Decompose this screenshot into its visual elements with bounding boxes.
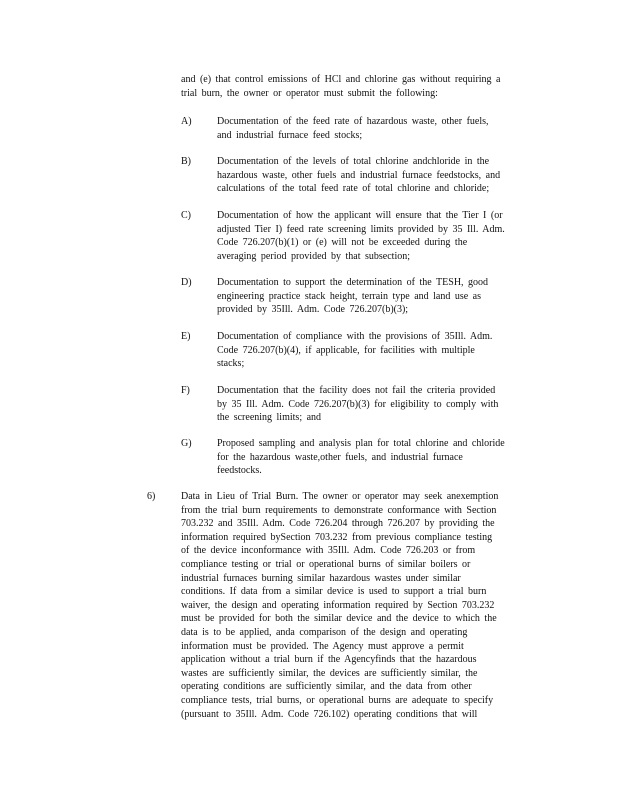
text-line: Code 726.207(b)(1) or (e) will not be exceeded during the bbox=[217, 237, 468, 249]
text-line: compliance tests, trial burns, or operational burns are adequate to specify bbox=[181, 694, 494, 706]
text-line: Documentation of the levels of total chlorine andchloride in the bbox=[217, 156, 490, 167]
list-letter: C) bbox=[181, 210, 191, 221]
text-line: (pursuant to 35Ill. Adm. Code 726.102) operating conditions that will bbox=[181, 708, 478, 720]
list-letter: F) bbox=[181, 385, 190, 396]
text-line: Documentation of how the applicant will ensure that the Tier I (or bbox=[217, 210, 503, 221]
list-letter: G) bbox=[181, 438, 192, 449]
text-line: must be provided for both the similar device and the device to which the bbox=[181, 613, 497, 625]
paragraph-number: 6) bbox=[147, 491, 156, 502]
list-letter: E) bbox=[181, 331, 191, 342]
list-letter: A) bbox=[181, 116, 192, 127]
text-line: Documentation to support the determination of the TESH, good bbox=[217, 277, 489, 288]
text-line: hazardous waste, other fuels and industrial furnace feedstocks, and bbox=[217, 169, 501, 181]
text-line: Documentation that the facility does not fail the criteria provided bbox=[217, 385, 496, 396]
text-line: 703.232 and 35Ill. Adm. Code 726.204 through 726.207 by providing the bbox=[181, 518, 495, 530]
text-line: and (e) that control emissions of HCl and chlorine gas without requiring a bbox=[181, 74, 501, 85]
text-line: calculations of the total feed rate of total chlorine and chloride; bbox=[217, 183, 490, 195]
text-line: engineering practice stack height, terrain type and land use as bbox=[217, 290, 482, 302]
text-line: compliance testing or trial or operational burns of similar boilers or bbox=[181, 558, 471, 570]
text-line: from the trial burn requirements to demonstrate conformance with Section bbox=[181, 504, 497, 516]
text-line: by 35 Ill. Adm. Code 726.207(b)(3) for eligibility to comply with bbox=[217, 398, 499, 410]
text-line: waiver, the design and operating information required by Section 703.232 bbox=[181, 599, 495, 611]
text-line: Code 726.207(b)(4), if applicable, for facilities with multiple bbox=[217, 344, 475, 356]
intro-text bbox=[181, 73, 537, 100]
text-line: conditions. If data from a similar device is used to support a trial burn bbox=[181, 586, 487, 598]
text-line: the screening limits; and bbox=[217, 412, 322, 424]
list-letter: D) bbox=[181, 277, 192, 288]
list-letter: B) bbox=[181, 156, 191, 167]
text-line: of the device inconformance with 35Ill. Adm. Code 726.203 or from bbox=[181, 545, 476, 557]
text-line: industrial furnaces burning similar hazardous wastes under similar bbox=[181, 572, 461, 584]
text-line: Proposed sampling and analysis plan for total chlorine and chloride bbox=[217, 438, 505, 449]
text-line: Data in Lieu of Trial Burn. The owner or operator may seek anexemption bbox=[181, 491, 499, 502]
text-line: stacks; bbox=[217, 358, 245, 370]
text-line: operating conditions are sufficiently similar, and the data from other bbox=[181, 681, 472, 693]
text-line: feedstocks. bbox=[217, 465, 262, 477]
text-line: Documentation of the feed rate of hazardous waste, other fuels, bbox=[217, 116, 489, 127]
text-line: Documentation of compliance with the provisions of 35Ill. Adm. bbox=[217, 331, 493, 342]
text-line: provided by 35Ill. Adm. Code 726.207(b)(3); bbox=[217, 304, 409, 316]
text-line: application without a trial burn if the Agencyfinds that the hazardous bbox=[181, 654, 477, 666]
text-line: trial burn, the owner or operator must submit the following: bbox=[181, 87, 438, 99]
text-line: and industrial furnace feed stocks; bbox=[217, 129, 363, 141]
text-line: information must be provided. The Agency must approve a permit bbox=[181, 640, 464, 652]
text-line: information required bySection 703.232 from previous compliance testing bbox=[181, 531, 493, 543]
text-line: wastes are sufficiently similar, the devices are sufficiently similar, the bbox=[181, 667, 478, 679]
text-line: averaging period provided by that subsection; bbox=[217, 250, 411, 262]
text-line: data is to be applied, anda comparison of the design and operating bbox=[181, 626, 468, 638]
text-line: for the hazardous waste,other fuels, and industrial furnace bbox=[217, 451, 463, 463]
text-line: adjusted Tier I) feed rate screening limits provided by 35 Ill. Adm. bbox=[217, 223, 505, 235]
